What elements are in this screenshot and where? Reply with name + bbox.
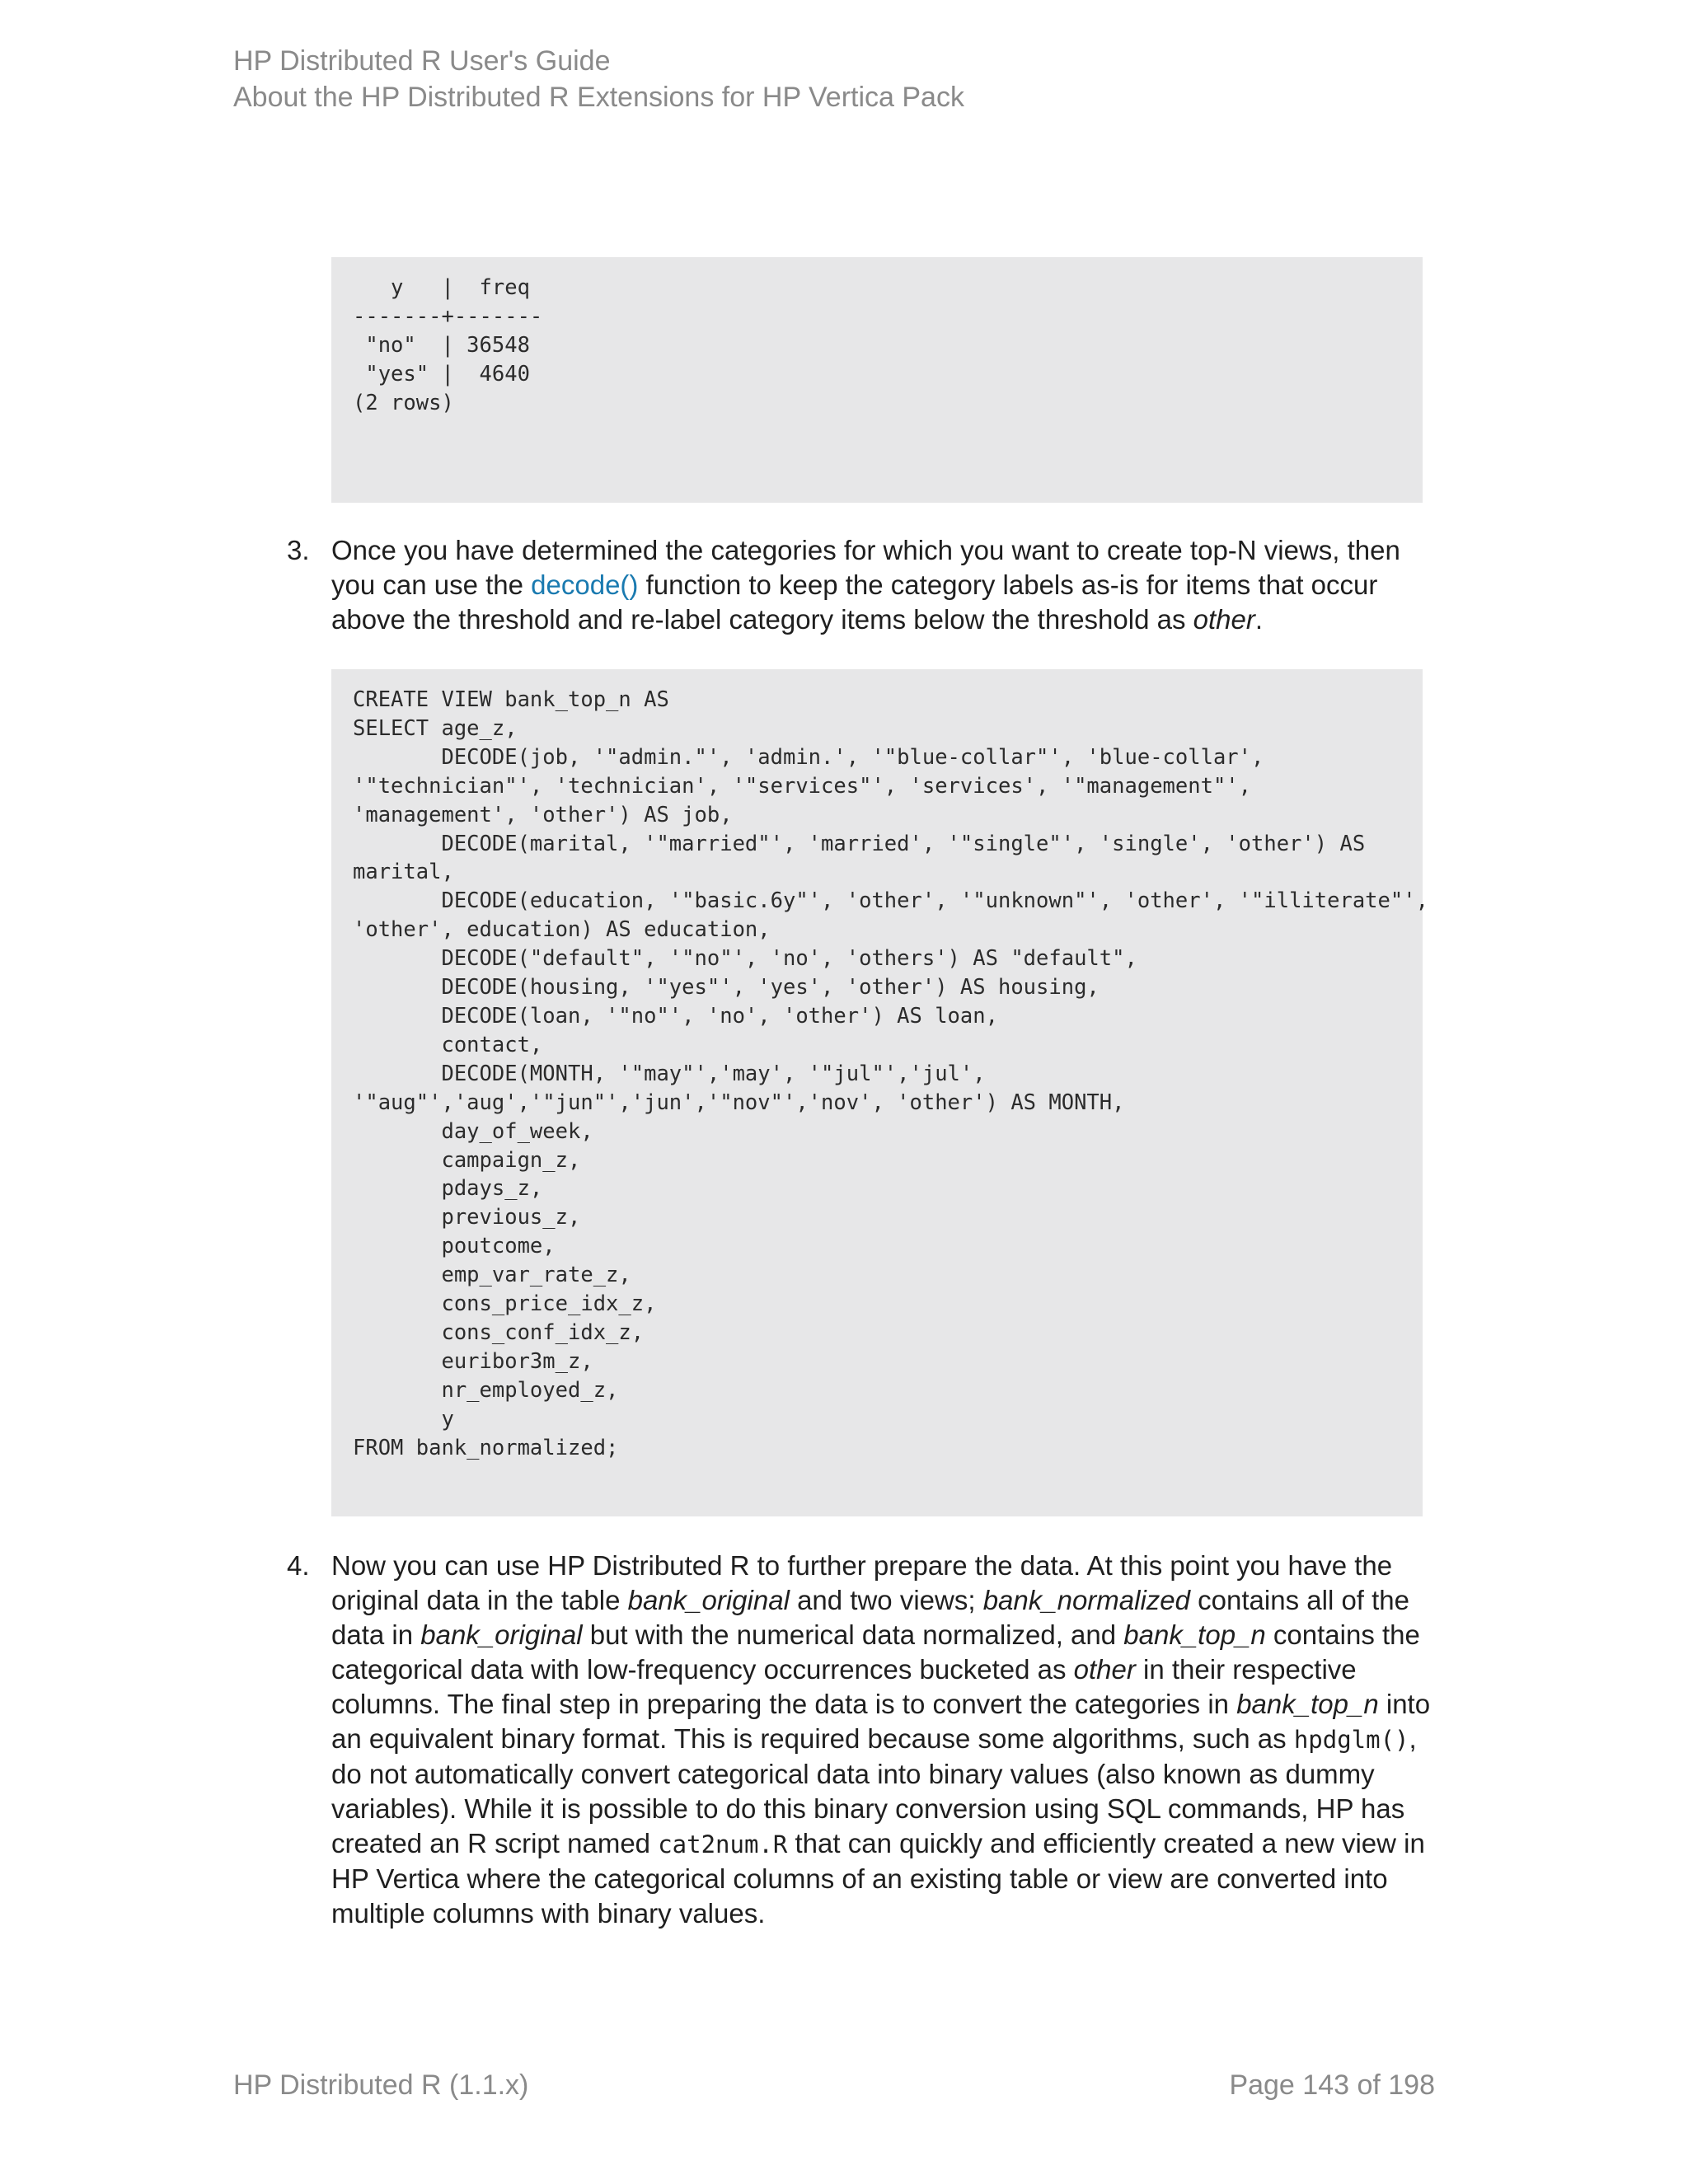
step-number: 4. xyxy=(287,1550,310,1581)
page-header xyxy=(233,43,964,115)
header-section-title: About the HP Distributed R Extensions for HP Vertica Pack xyxy=(233,82,964,113)
decode-link[interactable]: decode() xyxy=(531,569,639,600)
step-number: 3. xyxy=(287,535,310,565)
inline-code-hpdglm: hpdglm() xyxy=(1293,1726,1409,1754)
step-text: Once you have determined the categories for which you want to create top-N views, then you can use the decode() function to keep the category labels as-is for items that occur above the threshold and re-label category items below the threshold as other. xyxy=(331,535,1400,635)
list-item-step-4 xyxy=(287,1549,1432,1931)
footer-product-version: HP Distributed R (1.1.x) xyxy=(233,2069,529,2101)
header-guide-title: HP Distributed R User's Guide xyxy=(233,45,611,77)
footer-page-number: Page 143 of 198 xyxy=(1229,2069,1435,2101)
list-item-step-3 xyxy=(287,533,1432,637)
query-result-code-block: y | freq -------+------- "no" | 36548 "yes" | 4640 (2 rows) xyxy=(331,257,1423,503)
inline-code-cat2num: cat2num.R xyxy=(658,1830,788,1858)
step-text: Now you can use HP Distributed R to further prepare the data. At this point you have the original data in the table bank_original and two views; bank_normalized contains all of the data in bank_original but with the numerical data normalized, and bank_top_n contains the categorical data with low-frequency occurrences bucketed as other in their respective columns. The final step in preparing the data is to convert the categories in bank_top_n into an equivalent binary format. This is required because some algorithms, such as hpdglm(), do not automatically convert categorical data into binary values (also known as dummy variables). While it is possible to do this binary conversion using SQL commands, HP has created an R script named cat2num.R that can quickly and efficiently created a new view in HP Vertica where the categorical columns of an existing table or view are converted into multiple columns with binary values. xyxy=(331,1550,1431,1929)
create-view-code-block: CREATE VIEW bank_top_n AS SELECT age_z, DECODE(job, '"admin."', 'admin.', '"blue-collar"', 'blue-collar', '"technician"', 'technician', '"services"', 'services', '"management"', 'management', 'other') AS job, DECODE(marital, '"married"', 'married', '"single"', 'single', 'other') AS marital, DECODE(education, '"basic.6y"', 'other', '"unknown"', 'other', '"illiterate"', 'other', education) AS education, DECODE("default", '"no"', 'no', 'others') AS "default", DECODE(housing, '"yes"', 'yes', 'other') AS housing, DECODE(loan, '"no"', 'no', 'other') AS loan, contact, DECODE(MONTH, '"may"','may', '"jul"','jul', '"aug"','aug','"jun"','jun','"nov"','nov', 'other') AS MONTH, day_of_week, campaign_z, pdays_z, previous_z, poutcome, emp_var_rate_z, cons_price_idx_z, cons_conf_idx_z, euribor3m_z, nr_employed_z, y FROM bank_normalized; xyxy=(331,669,1423,1516)
